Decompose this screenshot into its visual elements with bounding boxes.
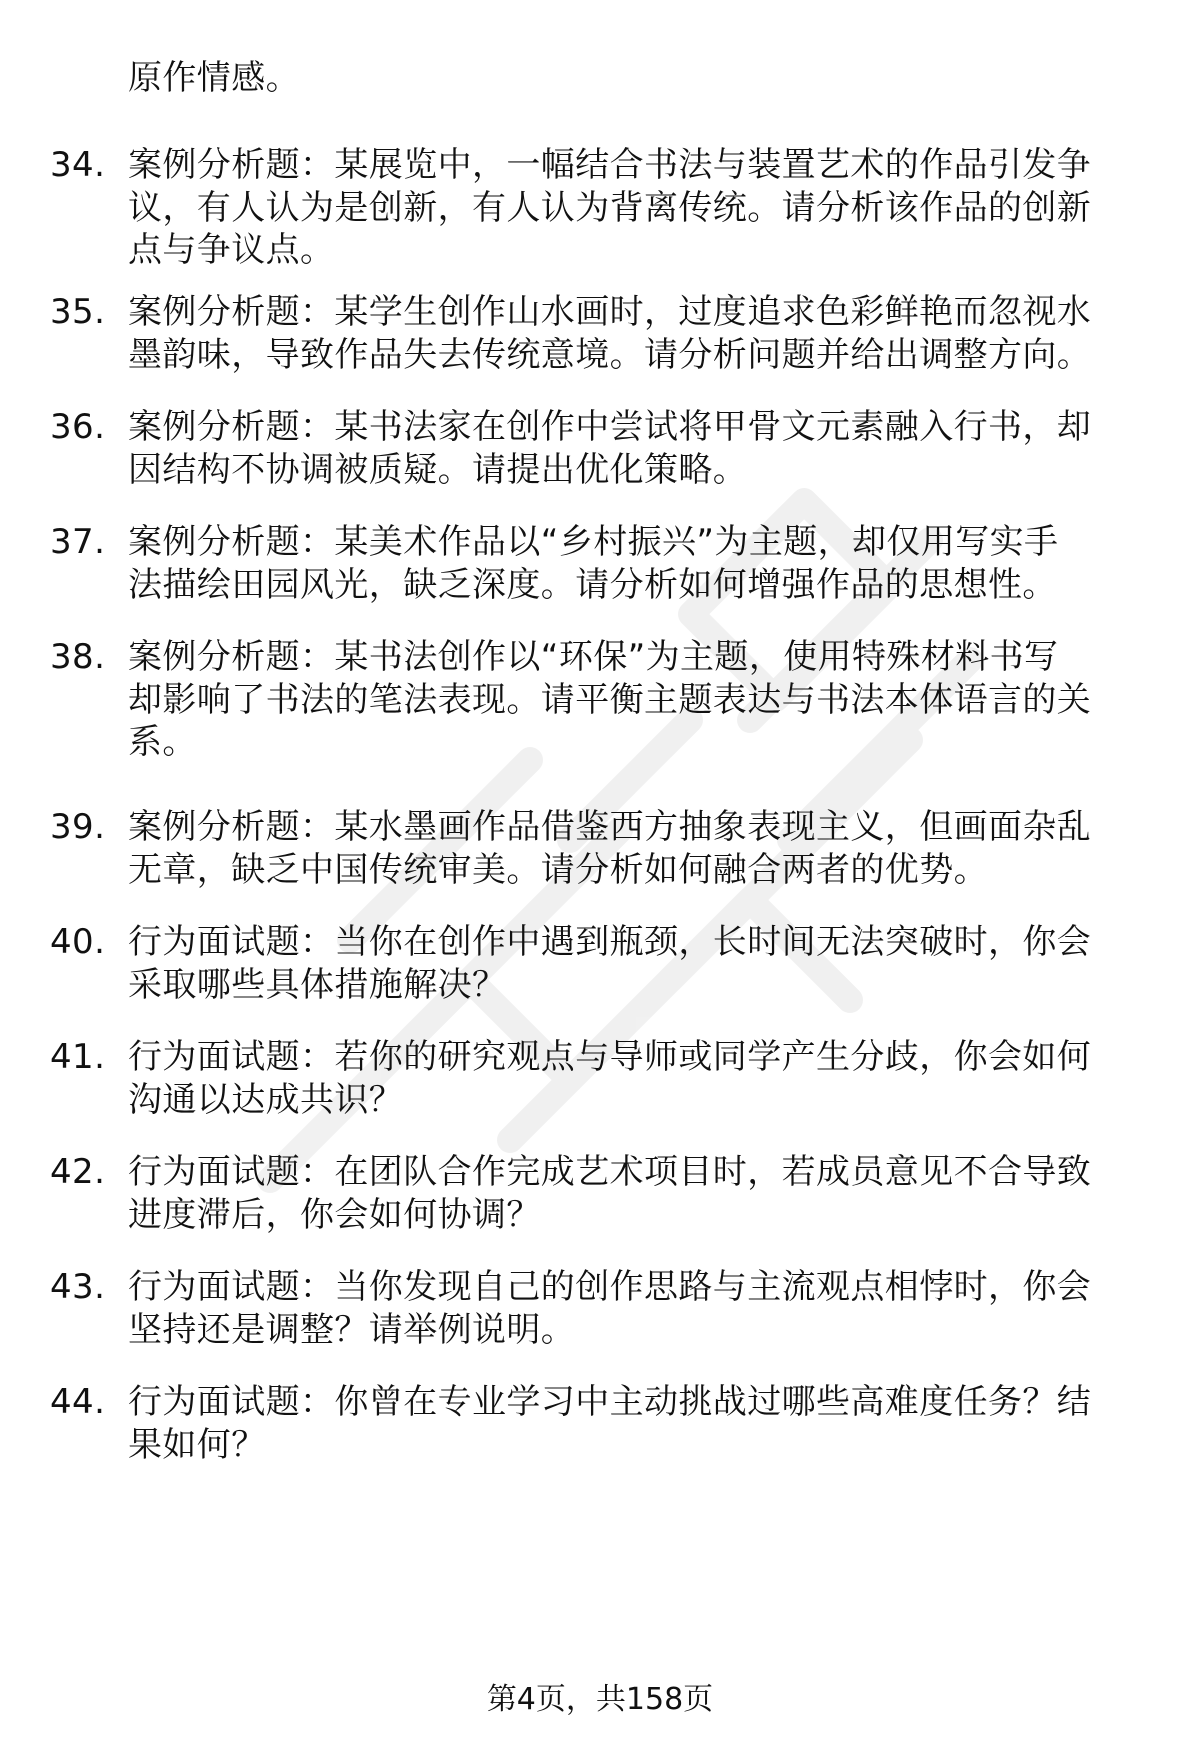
question-text-line: 果如何？ (128, 1424, 266, 1465)
question-text-line: 案例分析题：某书法家在创作中尝试将甲骨文元素融入行书，却 (128, 407, 1092, 447)
question-text-line: 行为面试题：当你发现自己的创作思路与主流观点相悖时，你会 (128, 1267, 1092, 1307)
question-text-line: 行为面试题：你曾在专业学习中主动挑战过哪些高难度任务？结 (128, 1382, 1092, 1422)
question-number: 44. (50, 1382, 106, 1422)
question-text-line: 案例分析题：某水墨画作品借鉴西方抽象表现主义，但画面杂乱 (128, 807, 1092, 847)
question-number: 41. (50, 1037, 106, 1077)
continuation-text: 原作情感。 (128, 58, 300, 98)
question-text-line: 无章，缺乏中国传统审美。请分析如何融合两者的优势。 (128, 849, 988, 890)
question-text-line: 沟通以达成共识？ (128, 1079, 404, 1120)
question-number: 42. (50, 1152, 106, 1192)
question-number: 38. (50, 637, 106, 677)
question-text-line: 因结构不协调被质疑。请提出优化策略。 (128, 449, 748, 490)
question-text-line: 墨韵味，导致作品失去传统意境。请分析问题并给出调整方向。 (128, 334, 1092, 375)
question-number: 36. (50, 407, 106, 447)
question-text-line: 行为面试题：在团队合作完成艺术项目时，若成员意见不合导致 (128, 1152, 1092, 1192)
question-text-line: 案例分析题：某展览中，一幅结合书法与装置艺术的作品引发争 (128, 145, 1092, 185)
question-text-line: 案例分析题：某美术作品以“乡村振兴”为主题，却仅用写实手 (128, 522, 1059, 562)
page-footer: 第4页，共158页 (486, 1682, 714, 1717)
question-text-line: 却影响了书法的笔法表现。请平衡主题表达与书法本体语言的关 (128, 679, 1092, 720)
question-text-line: 系。 (128, 722, 197, 762)
question-text-line: 案例分析题：某书法创作以“环保”为主题，使用特殊材料书写 (128, 637, 1059, 677)
question-number: 43. (50, 1267, 106, 1307)
question-text-line: 点与争议点。 (128, 230, 335, 270)
question-text-line: 议，有人认为是创新，有人认为背离传统。请分析该作品的创新 (128, 187, 1092, 228)
question-text-line: 坚持还是调整？请举例说明。 (128, 1309, 576, 1350)
question-text-line: 行为面试题：当你在创作中遇到瓶颈，长时间无法突破时，你会 (128, 922, 1092, 962)
question-text-line: 行为面试题：若你的研究观点与导师或同学产生分歧，你会如何 (128, 1037, 1092, 1077)
question-text-line: 法描绘田园风光，缺乏深度。请分析如何增强作品的思想性。 (128, 564, 1057, 605)
question-text-line: 进度滞后，你会如何协调？ (128, 1194, 541, 1235)
question-text-line: 案例分析题：某学生创作山水画时，过度追求色彩鲜艳而忽视水 (128, 292, 1092, 332)
question-text-line: 采取哪些具体措施解决？ (128, 964, 507, 1005)
question-number: 35. (50, 292, 106, 332)
question-number: 40. (50, 922, 106, 962)
question-number: 37. (50, 522, 106, 562)
question-number: 34. (50, 145, 106, 185)
question-number: 39. (50, 807, 106, 847)
